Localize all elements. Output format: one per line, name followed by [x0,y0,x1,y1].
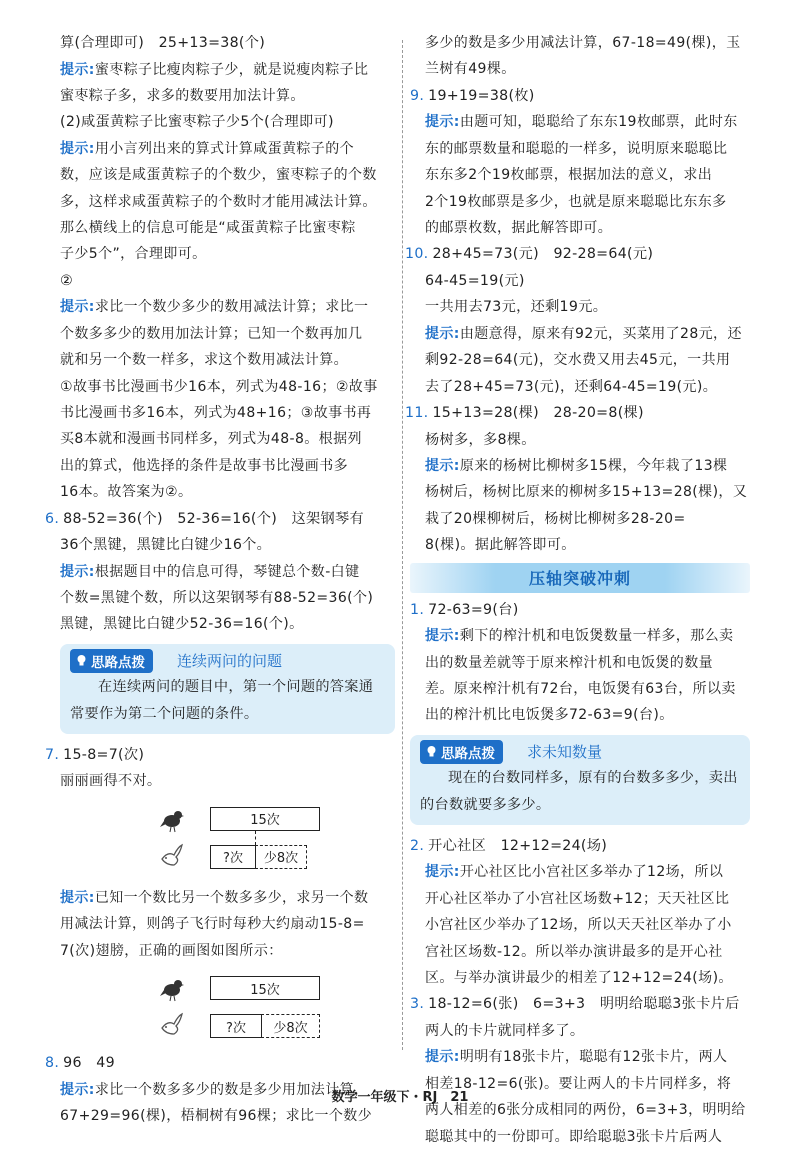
hint-label: 提示: [425,458,460,475]
hint-r2: 提示:开心社区比小宫社区多举办了12场，所以 [425,864,724,881]
hint-line: 栽了20棵柳树后，杨树比柳树多28-20= [425,510,686,527]
right-column [405,30,750,1150]
column-divider [402,40,403,1050]
tip-header [70,648,385,674]
hint-label: 提示: [425,325,460,342]
question-number: 9. [410,87,425,104]
bar-top: 15次 [210,976,320,1000]
lightbulb-icon [426,745,437,758]
hint-line: 8(棵)。据此解答即可。 [425,537,576,554]
answer-line: 64-45=19(元) [425,272,525,289]
challenge-3-answer: 3. 18-12=6(张) 6=3+3 明明给聪聪3张卡片后 [410,996,740,1013]
dove-icon [160,843,184,869]
hint-line: 买8本就和漫画书同样多，列式为48-8。根据列 [60,431,362,448]
hint-line: 多少的数是多少用减法计算，67-18=49(棵)，玉 [425,35,741,51]
question-10-answer: 10. 28+45=73(元) 92-28=64(元) [405,246,654,263]
hint-line: 东东多2个19枚邮票，根据加法的意义，求出 [425,167,713,184]
challenge-2-answer: 2. 开心社区 12+12=24(场) [410,837,608,854]
hint-line: 差。原来榨汁机有72台，电饭煲有63台，所以卖 [425,681,736,697]
hint-line: 67+29=96(棵)，梧桐树有96棵；求比一个数少 [60,1107,373,1124]
question-number: 11. [405,405,429,422]
hint-10: 提示:由题意得，原来有92元，买菜用了28元，还 [425,325,742,342]
question-6-answer: 6. 88-52=36(个) 52-36=16(个) 这架钢琴有 [45,510,365,527]
hint-line: 16本。故答案为②。 [60,484,193,501]
hint-line: 宫社区场数-12。所以举办演讲最多的是开心社 [425,943,723,960]
hint-line: 出的算式，他选择的条件是故事书比漫画书多 [60,457,348,474]
page-footer: 数学一年级下・RJ 21 [331,1090,469,1105]
diagram-wrong [60,801,395,879]
lightbulb-icon [76,654,87,667]
hint-line: 东的邮票数量和聪聪的一样多，说明原来聪聪比 [425,140,728,157]
question-number: 6. [45,510,60,527]
hint-line: 用减法计算，则鸽子飞行时每秒大约扇动15-8= [60,916,365,933]
section-banner [410,563,750,593]
hint-line: 的邮票枚数，据此解答即可。 [425,219,613,236]
hint-line: 个数=黑键个数，所以这架钢琴有88-52=36(个) [60,590,374,606]
question-number: 8. [45,1055,60,1072]
bar-less: 少8次 [255,845,307,869]
hint-line: 就和另一个数一样多，求这个数用减法计算。 [60,352,348,369]
bar-less: 少8次 [261,1014,320,1038]
hint-2: 提示:用小言列出来的算式计算咸蛋黄粽子的个 [60,140,355,157]
hint-line: ①故事书比漫画书少16本，列式为48-16；②故事 [60,378,378,395]
bird-icon [160,976,184,1002]
answer-line: (2)咸蛋黄粽子比蜜枣粽子少5个(合理即可) [60,114,334,131]
hint-label: 提示: [60,563,95,580]
answer-line: 两人的卡片就同样多了。 [425,1022,585,1039]
bar-unknown: ?次 [210,1014,262,1038]
hint-line: 兰树有49棵。 [425,61,516,78]
hint-line: 7(次)翅膀，正确的画图如图所示： [60,942,283,959]
tip-title: 求未知数量 [527,743,603,762]
answer-line: 算(合理即可) 25+13=38(个) [60,35,266,51]
hint-r1: 提示:剩下的榨汁机和电饭煲数量一样多，那么卖 [425,628,734,645]
hint-9: 提示:由题可知，聪聪给了东东19枚邮票，此时东 [425,114,738,131]
diagram-correct [60,970,395,1044]
hint-label: 提示: [60,299,95,316]
hint-label: 提示: [60,1081,95,1098]
answer-line: 丽丽画得不对。 [60,773,162,790]
hint-line: 小宫社区少举办了12场，所以天天社区举办了小 [425,917,732,934]
hint-11: 提示:原来的杨树比柳树多15棵，今年栽了13棵 [425,458,728,475]
left-column [45,30,395,1129]
tip-tag: 思路点拨 [70,649,153,673]
hint-line: 那么横线上的信息可能是“咸蛋黄粽子比蜜枣粽 [60,220,356,237]
hint-1: 提示:蜜枣粽子比瘦肉粽子少，就是说瘦肉粽子比 [60,61,369,78]
question-number: 1. [410,601,425,618]
bird-icon [160,807,184,833]
hint-line: 出的榨汁机比电饭煲多72-63=9(台)。 [425,707,674,724]
hint-line: 开心社区举办了小宫社区场数+12；天天社区比 [425,890,730,907]
tip-title: 连续两问的问题 [177,652,283,671]
question-7-answer: 7. 15-8=7(次) [45,746,145,763]
hint-6: 提示:根据题目中的信息可得，琴键总个数-白键 [60,563,360,580]
hint-3: 提示:求比一个数少多少的数用减法计算；求比一 [60,299,369,316]
bar-unknown: ?次 [210,845,256,869]
hint-line: 子少5个”，合理即可。 [60,246,207,263]
tip-body: 现在的台数同样多，原有的台数多多少，卖出的台数就要多多少。 [420,769,738,813]
hint-line: 去了28+45=73(元)，还剩64-45=19(元)。 [425,378,718,395]
hint-line: 杨树后，杨树比原来的柳树多15+13=28(棵)，又 [425,484,748,501]
challenge-1-answer: 1. 72-63=9(台) [410,601,519,618]
dove-icon [160,1012,184,1038]
section-title: 压轴突破冲刺 [528,569,631,589]
hint-line: 2个19枚邮票是多少，也就是原来聪聪比东东多 [425,193,727,210]
hint-line: 区。与举办演讲最少的相差了12+12=24(场)。 [425,969,733,986]
answer-choice: ② [60,272,74,289]
question-number: 10. [405,246,429,263]
answer-line: 杨树多，多8棵。 [425,431,536,448]
answer-line: 一共用去73元，还剩19元。 [425,299,608,316]
hint-line: 剩92-28=64(元)，交水费又用去45元，一共用 [425,352,731,369]
question-number: 3. [410,996,425,1013]
hint-line: 相差18-12=6(张)。要让两人的卡片同样多，将 [425,1075,732,1092]
tip-body: 在连续两问的题目中，第一个问题的答案通常要作为第二个问题的条件。 [70,678,374,722]
hint-label: 提示: [425,864,460,881]
hint-r3: 提示:明明有18张卡片，聪聪有12张卡片，两人 [425,1049,728,1066]
hint-line: 聪聪其中的一份即可。即给聪聪3张卡片后两人 [425,1128,723,1145]
hint-line: 数，应该是咸蛋黄粽子的个数少，蜜枣粽子的个数 [60,167,377,184]
hint-label: 提示: [425,1049,460,1066]
tip-box-1 [60,644,395,734]
hint-line: 书比漫画书多16本，列式为48+16；③故事书再 [60,404,372,421]
hint-line: 出的数量差就等于原来榨汁机和电饭煲的数量 [425,654,713,671]
hint-label: 提示: [425,628,460,645]
question-11-answer: 11. 15+13=28(棵) 28-20=8(棵) [405,405,644,422]
hint-8: 提示:求比一个数多多少的数是多少用加法计算， [60,1081,369,1098]
hint-label: 提示: [60,889,95,906]
hint-line: 多，这样求咸蛋黄粽子的个数时才能用减法计算。 [60,193,377,210]
tip-header [420,739,740,765]
hint-line: 个数多多少的数用加法计算；已知一个数再加几 [60,325,363,342]
hint-line: 两人相差的6张分成相同的两份，6=3+3，明明给 [425,1102,746,1119]
tip-tag: 思路点拨 [420,740,503,764]
answer-line: 36个黑键，黑键比白键少16个。 [60,537,272,554]
hint-line: 蜜枣粽子多，求多的数要用加法计算。 [60,87,305,104]
guide-line [255,831,256,845]
hint-label: 提示: [425,114,460,131]
tip-box-2 [410,735,750,825]
hint-line: 黑键，黑键比白键少52-36=16(个)。 [60,616,304,633]
question-number: 7. [45,746,60,763]
question-number: 2. [410,837,425,854]
hint-label: 提示: [60,61,95,78]
question-8-answer: 8. 96 49 [45,1055,115,1072]
hint-7: 提示:已知一个数比另一个数多多少，求另一个数 [60,889,369,906]
bar-top: 15次 [210,807,320,831]
question-9-answer: 9. 19+19=38(枚) [410,87,535,104]
hint-label: 提示: [60,140,95,157]
